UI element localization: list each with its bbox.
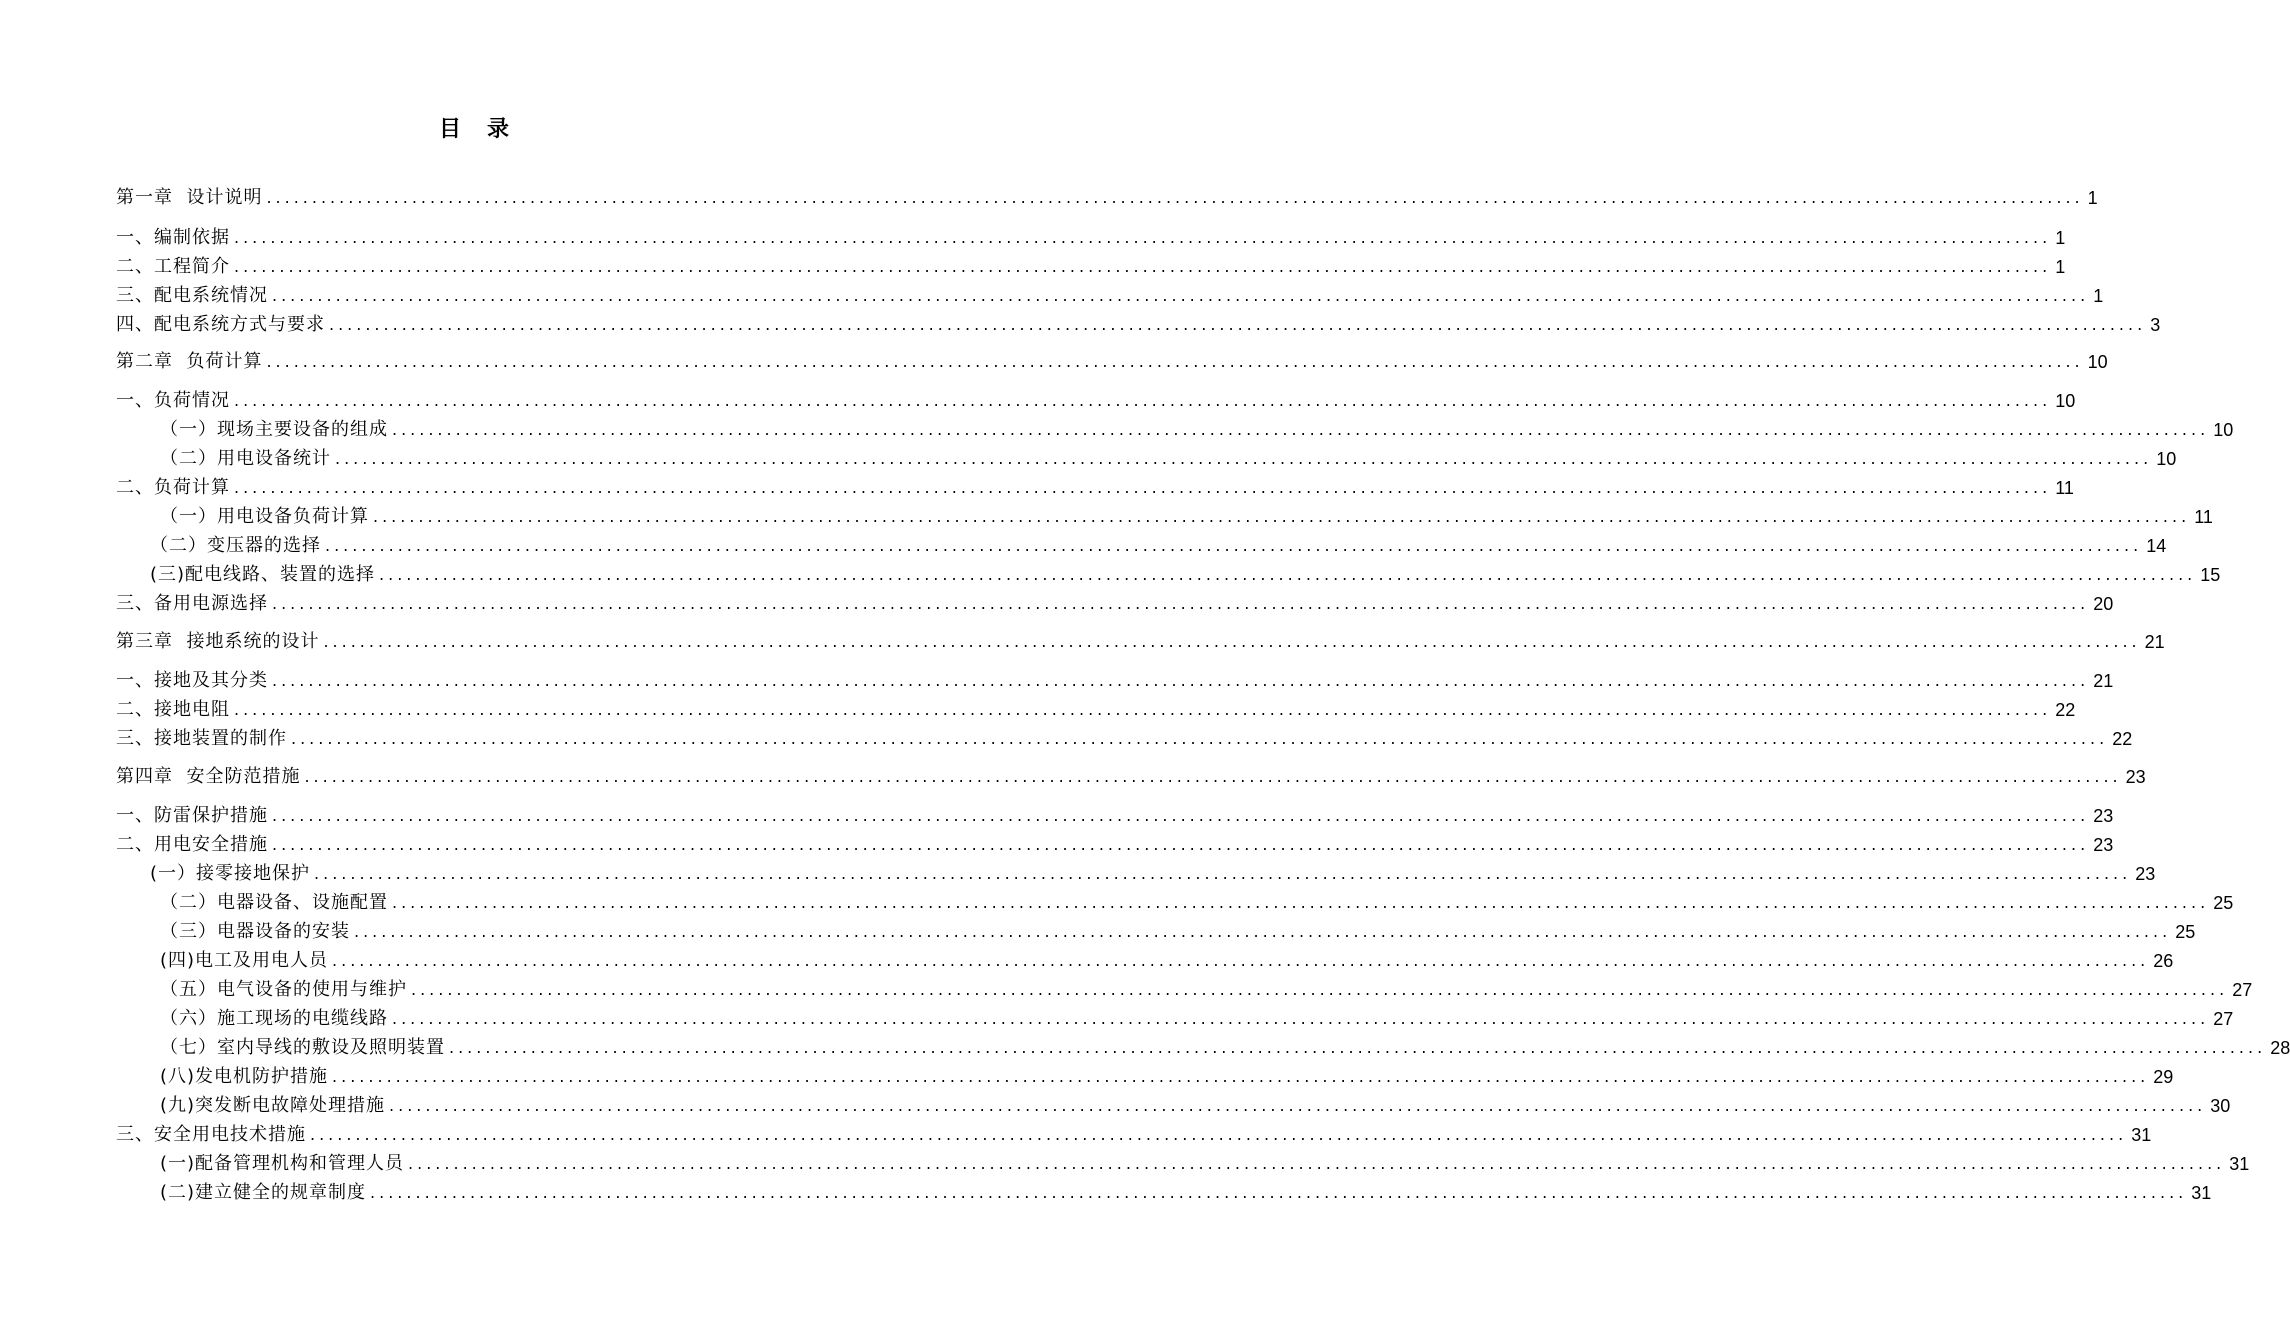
toc-entry[interactable] xyxy=(160,446,2177,472)
toc-entry-page-number: 1 xyxy=(2093,286,2104,306)
toc-leader-dots: ........................................................................................................................................................................................................ xyxy=(234,391,2052,410)
toc-entry[interactable] xyxy=(116,283,2104,309)
toc-entry[interactable] xyxy=(160,417,2234,443)
toc-entry[interactable] xyxy=(150,533,2167,559)
toc-entry[interactable] xyxy=(116,475,2074,501)
toc-entry[interactable] xyxy=(116,388,2076,414)
toc-entry-label: （一）现场主要设备的组成 xyxy=(160,419,388,440)
toc-entry[interactable] xyxy=(160,977,2253,1003)
toc-entry-page-number: 20 xyxy=(2093,594,2114,614)
toc-leader-dots: ........................................................................................................................................................................................................ xyxy=(392,893,2210,912)
toc-entry-page-number: 10 xyxy=(2156,449,2177,469)
toc-leader-dots: ........................................................................................................................................................................................................ xyxy=(310,1125,2128,1144)
toc-leader-dots: ........................................................................................................................................................................................................ xyxy=(272,286,2090,305)
toc-entry-page-number: 21 xyxy=(2093,671,2114,691)
toc-entry-label: 三、配电系统情况 xyxy=(116,285,268,306)
toc-leader-dots: ........................................................................................................................................................................................................ xyxy=(329,315,2147,334)
toc-leader-dots: ........................................................................................................................................................................................................ xyxy=(234,228,2052,247)
toc-entry[interactable] xyxy=(116,349,2108,375)
toc-entry-page-number: 27 xyxy=(2213,1009,2234,1029)
toc-leader-dots: ........................................................................................................................................................................................................ xyxy=(291,729,2109,748)
toc-entry-label: (九)突发断电故障处理措施 xyxy=(160,1095,386,1116)
toc-entry-page-number: 11 xyxy=(2194,507,2213,527)
toc-entry[interactable] xyxy=(116,697,2076,723)
toc-entry[interactable] xyxy=(160,919,2196,945)
toc-leader-dots: ........................................................................................................................................................................................................ xyxy=(392,1009,2210,1028)
toc-entry[interactable] xyxy=(116,668,2114,694)
toc-leader-dots: ........................................................................................................................................................................................................ xyxy=(234,478,2052,497)
toc-entry-page-number: 3 xyxy=(2150,315,2161,335)
toc-entry-page-number: 31 xyxy=(2229,1154,2250,1174)
toc-leader-dots: ........................................................................................................................................................................................................ xyxy=(335,449,2153,468)
toc-leader-dots: ........................................................................................................................................................................................................ xyxy=(266,188,2084,207)
toc-entry[interactable] xyxy=(160,1093,2231,1119)
toc-entry[interactable] xyxy=(116,803,2114,829)
toc-leader-dots: ........................................................................................................................................................................................................ xyxy=(266,352,2084,371)
toc-entry-label: （一）用电设备负荷计算 xyxy=(160,506,369,527)
toc-leader-dots: ........................................................................................................................................................................................................ xyxy=(272,835,2090,854)
toc-entry-page-number: 25 xyxy=(2175,922,2196,942)
toc-entry-label: 第四章 安全防范措施 xyxy=(116,766,301,787)
toc-leader-dots: ........................................................................................................................................................................................................ xyxy=(411,980,2229,999)
toc-entry-label: 第一章 设计说明 xyxy=(116,187,263,208)
toc-entry-label: 三、安全用电技术措施 xyxy=(116,1124,306,1145)
toc-entry[interactable] xyxy=(160,1064,2174,1090)
toc-entry-label: （二）用电设备统计 xyxy=(160,448,331,469)
toc-entry-page-number: 10 xyxy=(2213,420,2234,440)
toc-entry-label: 一、接地及其分类 xyxy=(116,670,268,691)
toc-entry-label: 四、配电系统方式与要求 xyxy=(116,314,325,335)
toc-entry-page-number: 10 xyxy=(2055,391,2076,411)
toc-entry[interactable] xyxy=(116,591,2114,617)
toc-leader-dots: ........................................................................................................................................................................................................ xyxy=(272,806,2090,825)
toc-entry-label: (八)发电机防护措施 xyxy=(160,1066,329,1087)
toc-entry-label: （七）室内导线的敷设及照明装置 xyxy=(160,1037,445,1058)
toc-leader-dots: ........................................................................................................................................................................................................ xyxy=(325,536,2143,555)
toc-leader-dots: ........................................................................................................................................................................................................ xyxy=(323,632,2141,651)
toc-entry[interactable] xyxy=(160,948,2174,974)
toc-leader-dots: ........................................................................................................................................................................................................ xyxy=(332,951,2150,970)
toc-leader-dots: ........................................................................................................................................................................................................ xyxy=(379,565,2197,584)
toc-leader-dots: ........................................................................................................................................................................................................ xyxy=(389,1096,2207,1115)
toc-entry[interactable] xyxy=(160,1180,2212,1206)
toc-entry-label: (一）接零接地保护 xyxy=(150,863,311,884)
toc-entry-page-number: 26 xyxy=(2153,951,2174,971)
toc-entry[interactable] xyxy=(116,312,2161,338)
toc-leader-dots: ........................................................................................................................................................................................................ xyxy=(354,922,2172,941)
toc-entry-label: （二）变压器的选择 xyxy=(150,535,321,556)
toc-leader-dots: ........................................................................................................................................................................................................ xyxy=(332,1067,2150,1086)
toc-leader-dots: ........................................................................................................................................................................................................ xyxy=(314,864,2132,883)
toc-entry-page-number: 22 xyxy=(2055,700,2076,720)
toc-entry-page-number: 10 xyxy=(2087,352,2108,372)
toc-entry-label: 第三章 接地系统的设计 xyxy=(116,631,320,652)
toc-leader-dots: ........................................................................................................................................................................................................ xyxy=(304,767,2122,786)
toc-entry-label: (一)配备管理机构和管理人员 xyxy=(160,1153,405,1174)
toc-entry-label: 三、备用电源选择 xyxy=(116,593,268,614)
toc-leader-dots: ........................................................................................................................................................................................................ xyxy=(373,507,2191,526)
toc-entry-label: 二、工程简介 xyxy=(116,256,230,277)
toc-entry-page-number: 23 xyxy=(2093,806,2114,826)
toc-entry-page-number: 30 xyxy=(2210,1096,2231,1116)
toc-leader-dots: ........................................................................................................................................................................................................ xyxy=(234,257,2052,276)
toc-entry[interactable] xyxy=(116,832,2114,858)
toc-entry-page-number: 14 xyxy=(2146,536,2167,556)
toc-leader-dots: ........................................................................................................................................................................................................ xyxy=(370,1183,2188,1202)
toc-entry-label: 三、接地装置的制作 xyxy=(116,728,287,749)
toc-entry-page-number: 29 xyxy=(2153,1067,2174,1087)
toc-entry-label: 一、负荷情况 xyxy=(116,390,230,411)
toc-entry-page-number: 1 xyxy=(2055,257,2066,277)
toc-entry-page-number: 1 xyxy=(2055,228,2066,248)
toc-entry-label: 第二章 负荷计算 xyxy=(116,351,263,372)
toc-entry-page-number: 23 xyxy=(2093,835,2114,855)
toc-entry[interactable] xyxy=(116,254,2066,280)
toc-entry-label: 二、负荷计算 xyxy=(116,477,230,498)
toc-entry[interactable] xyxy=(116,185,2098,211)
toc-entry-page-number: 25 xyxy=(2213,893,2234,913)
toc-entry-page-number: 11 xyxy=(2055,478,2074,498)
toc-entry-label: （三）电器设备的安装 xyxy=(160,921,350,942)
toc-entry-page-number: 1 xyxy=(2087,188,2098,208)
toc-entry-page-number: 31 xyxy=(2191,1183,2212,1203)
toc-entry-page-number: 27 xyxy=(2232,980,2253,1000)
toc-leader-dots: ........................................................................................................................................................................................................ xyxy=(449,1038,2267,1057)
toc-entry-label: 二、用电安全措施 xyxy=(116,834,268,855)
toc-entry-label: 二、接地电阻 xyxy=(116,699,230,720)
toc-entry-page-number: 23 xyxy=(2135,864,2156,884)
toc-entry[interactable] xyxy=(160,1151,2250,1177)
toc-entry-page-number: 22 xyxy=(2112,729,2133,749)
toc-entry[interactable] xyxy=(150,861,2156,887)
toc-entry-label: 一、防雷保护措施 xyxy=(116,805,268,826)
toc-entry[interactable] xyxy=(116,726,2133,752)
toc-entry[interactable] xyxy=(116,629,2165,655)
toc-entry[interactable] xyxy=(160,504,2213,530)
toc-entry-label: (四)电工及用电人员 xyxy=(160,950,329,971)
toc-entry[interactable] xyxy=(160,890,2234,916)
toc-entry[interactable] xyxy=(160,1006,2234,1032)
toc-entry-page-number: 15 xyxy=(2200,565,2221,585)
toc-entry-label: (二)建立健全的规章制度 xyxy=(160,1182,367,1203)
toc-entry-label: （五）电气设备的使用与维护 xyxy=(160,979,407,1000)
toc-leader-dots: ........................................................................................................................................................................................................ xyxy=(234,700,2052,719)
toc-leader-dots: ........................................................................................................................................................................................................ xyxy=(272,671,2090,690)
toc-entry[interactable] xyxy=(116,1122,2152,1148)
toc-entry-page-number: 23 xyxy=(2125,767,2146,787)
toc-entry-page-number: 21 xyxy=(2144,632,2165,652)
toc-leader-dots: ........................................................................................................................................................................................................ xyxy=(392,420,2210,439)
toc-entry-label: (三)配电线路、装置的选择 xyxy=(150,564,376,585)
toc-leader-dots: ........................................................................................................................................................................................................ xyxy=(272,594,2090,613)
toc-entry-label: （六）施工现场的电缆线路 xyxy=(160,1008,388,1029)
toc-entry[interactable] xyxy=(116,225,2066,251)
toc-entry-label: （二）电器设备、设施配置 xyxy=(160,892,388,913)
toc-leader-dots: ........................................................................................................................................................................................................ xyxy=(408,1154,2226,1173)
toc-title-part1: 目 xyxy=(438,117,463,142)
toc-entry[interactable] xyxy=(116,764,2146,790)
toc-entry[interactable] xyxy=(160,1035,2290,1061)
toc-entry-page-number: 31 xyxy=(2131,1125,2152,1145)
toc-title xyxy=(0,112,950,143)
toc-entry-page-number: 28 xyxy=(2270,1038,2290,1058)
toc-title-part2: 录 xyxy=(487,117,512,142)
toc-entry[interactable] xyxy=(150,562,2221,588)
toc-entry-label: 一、编制依据 xyxy=(116,227,230,248)
